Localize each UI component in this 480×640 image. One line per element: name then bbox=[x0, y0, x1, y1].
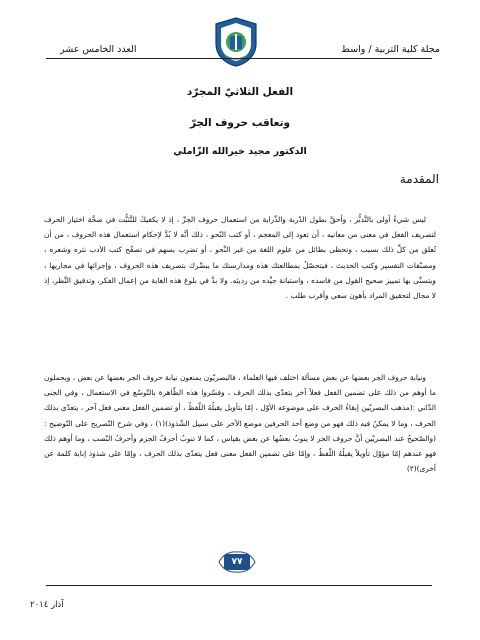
article-title: الفعل الثلاثيّ المجرّد bbox=[186, 86, 294, 98]
body-paragraph bbox=[44, 370, 436, 476]
issue-date: آذار ٢٠١٤ bbox=[30, 600, 64, 610]
section-heading: المقدمة bbox=[399, 172, 439, 186]
journal-name: مجلة كلية التربية / واسط bbox=[341, 44, 440, 55]
footer-divider bbox=[46, 585, 432, 586]
body-paragraph bbox=[44, 212, 436, 303]
header-divider bbox=[46, 58, 432, 59]
author-name: الدكتور مجيد خيرالله الزّاملي bbox=[173, 146, 307, 157]
college-logo-icon bbox=[212, 16, 260, 68]
page-number: ٧٧ bbox=[224, 554, 250, 570]
paragraph-text: ليس شيءٌ أولى بالتَّدبُّر ، وأحقَّ بطول الدّربة والدِّراية من استعمال حروف الجرِّ ، إذ لا يكفيكَ للتَّثبُّت في صحَّة اختيار الحرف لتصريف الفعل في معنى من معانيه ، أن تعود إلى المعجم ، أو كتب النّحو ، ذلك أنَّه لا بُدَّ لإحكام استعمال هذه الحروف ، من أن تُعلق من كلِّ ذلك بسبب ، وتحظى بطائل من علوم اللغة من غير النَّحو ، أو تضرب بسهم في تصفّح كتب الأدب نثره وشعره ، ومصنّفات التفسير وكتب الحديث ، فيتحصّلُ بمطالعتك هذه ومدارستك ما يبصِّرك بتصريف هذه الحروف ، وإجرائها في مجاريها ، ويتسنَّى بها تمييز صحيح القول من فاسده ، واستبانة جيِّده من رديئه. ولا بدَّ في بلوغ هذه الغاية من إعمال الفكر، وتدقيق النَّظر، إذ لا مجال لتحقيق المراد بأهون سعي وأقرب طلب . bbox=[44, 215, 436, 301]
article-subtitle: وتعاقب حروف الجرّ bbox=[189, 117, 291, 129]
paragraph-text: ونيابة حروف الجر بعضها عن بعض مسألة اختلف فيها العلماء ، فالبصريّون يمنعون نيابة حروف الجر بعضها عن بعض ، ويحملون ما أوهم من ذلك على تضمين الفعل فعلاً آخر يتعدّى بذلك الحرف ، وفسّروا هذه الظّاهرة بالتّوسّع في الاستعمال ، وفي الجنى الدّاني :(مذهب البصريّين إبقاءُ الحرف على موضوعه الأوّل ، إمّا بتأويل يقبلُهُ اللّفظُ ، أو تضمين الفعل معنى فعل آخر ، يتعدّى بذلك الحرف ، وما لا يمكنُ فيه ذلك فهو من وضع أحد الحرفين موضع الآخر على سبيل الشّذوذ)(١) ، وفي شرح التّصريح على التّوضيح :(والصّحيحُ عند البصريّين أنَّ حروف الجر لا ينوبُ بعضُها عن بعض بقياس ، كما لا تنوبُ أحرفُ الجزم وأحرفُ النّصب ، وما أوهم ذلك فهو عندهم إمّا مؤوّل تأويلاً يقبلُهُ اللّفظُ ، وإمّا على تضمين الفعل معنى فعل يتعدّى بذلك الحرف ، وإمّا على شذوذ إنابة كلمة عن أخرى)(٢) bbox=[44, 373, 436, 474]
issue-label: العدد الخامس عشر bbox=[60, 44, 137, 55]
